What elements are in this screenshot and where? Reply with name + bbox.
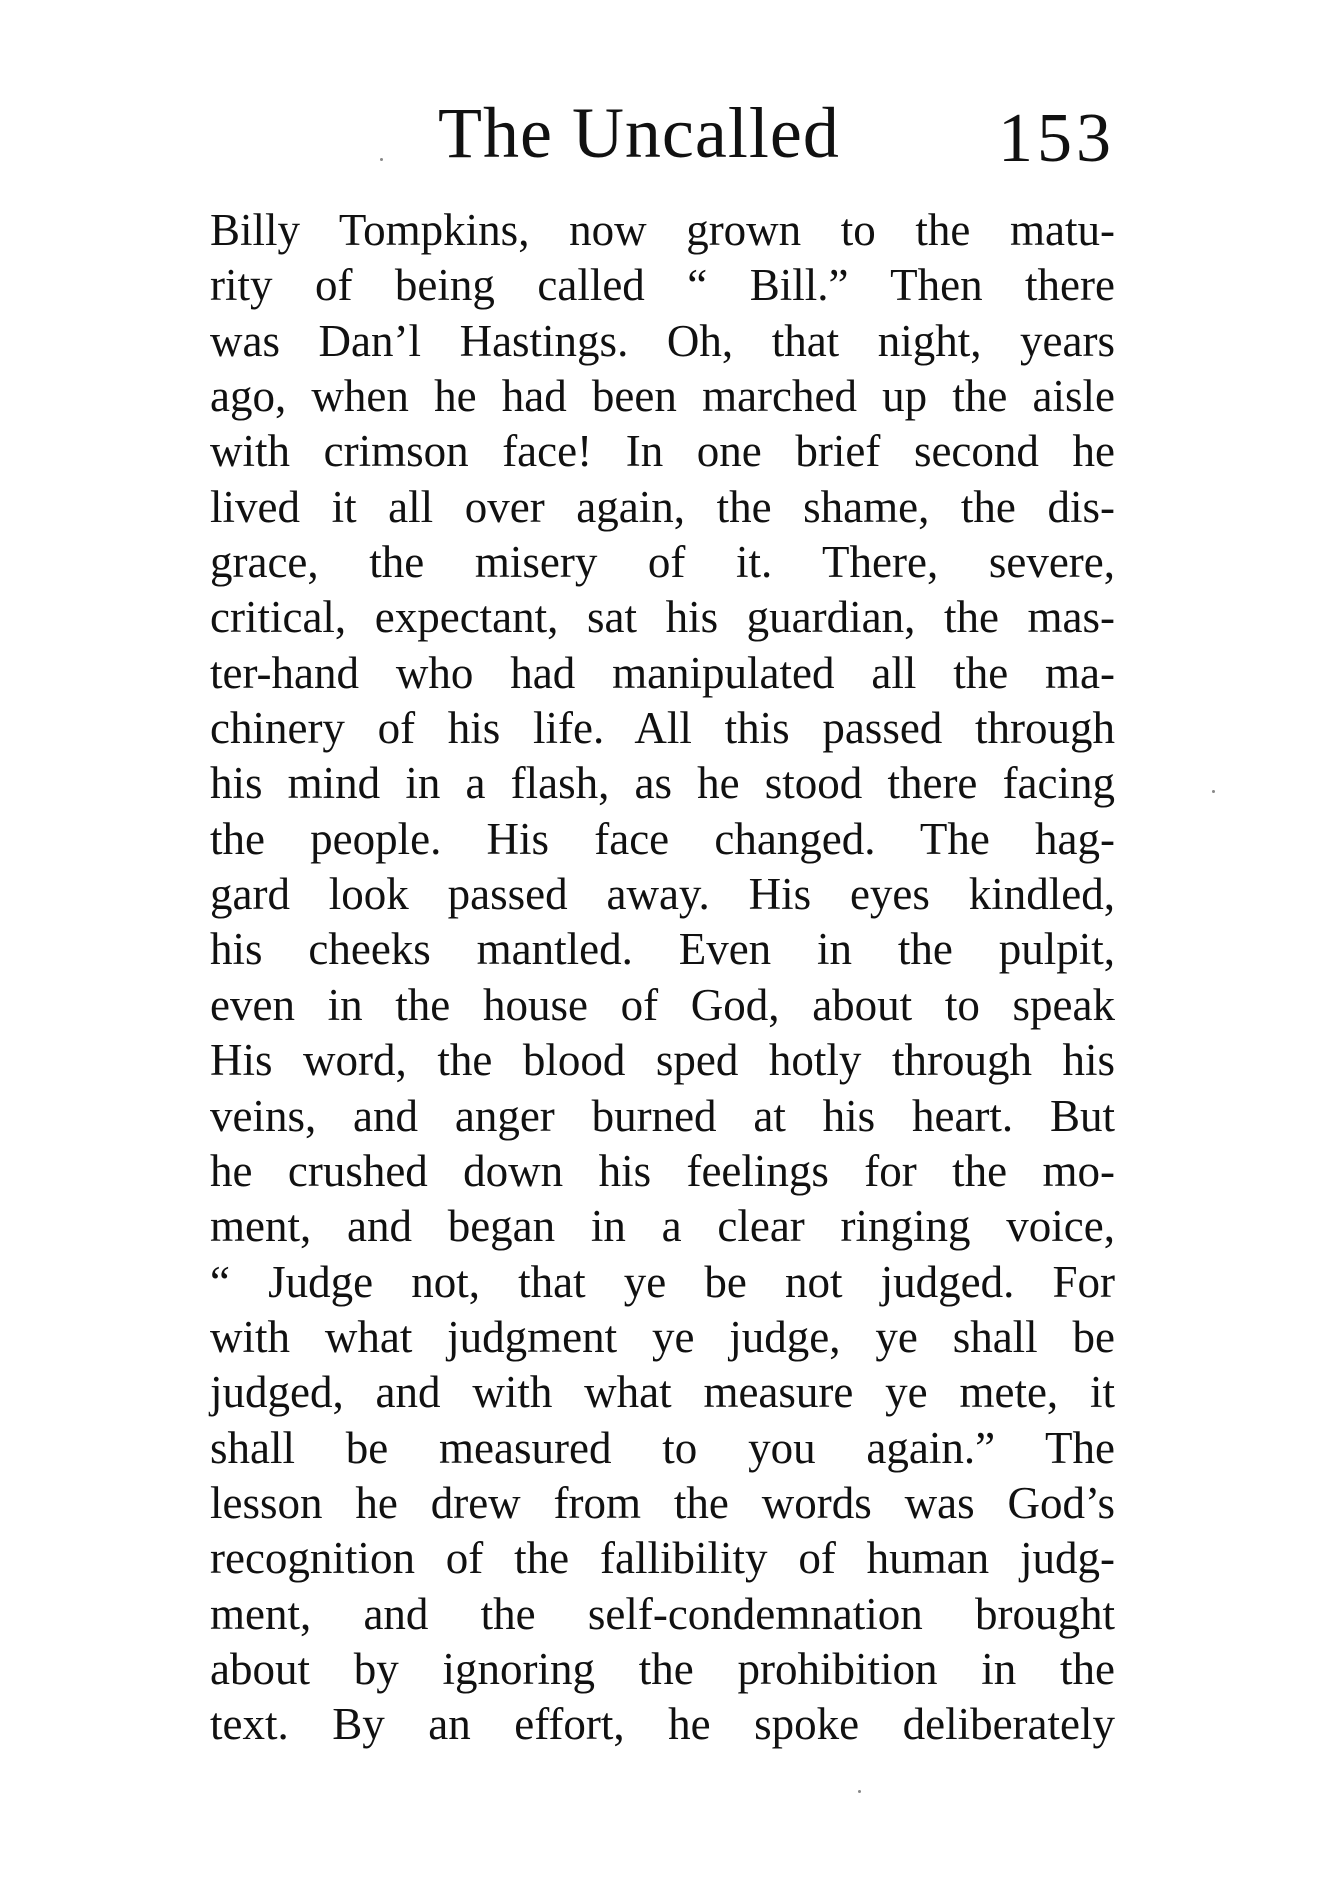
text-line: veins, and anger burned at his heart. But [210, 1090, 1115, 1141]
text-line: his mind in a flash, as he stood there facing [210, 758, 1115, 809]
running-title: The Uncalled [438, 93, 840, 173]
text-line: his cheeks mantled. Even in the pulpit, [210, 924, 1115, 975]
text-line: judged, and with what measure ye mete, it [210, 1367, 1115, 1418]
scan-speck [1212, 790, 1215, 793]
text-line: lived it all over again, the shame, the dis- [210, 481, 1115, 532]
text-line: His word, the blood sped hotly through his [210, 1035, 1115, 1086]
text-line: Billy Tompkins, now grown to the matu- [210, 205, 1115, 255]
text-line: was Dan’l Hastings. Oh, that night, years [210, 315, 1115, 366]
text-line: with what judgment ye judge, ye shall be [210, 1311, 1115, 1362]
text-line: “ Judge not, that ye be not judged. For [210, 1256, 1115, 1307]
scan-speck [858, 1790, 861, 1793]
text-line: chinery of his life. All this passed through [210, 703, 1115, 754]
text-line: rity of being called “ Bill.” Then there [210, 260, 1115, 311]
text-line: about by ignoring the prohibition in the [210, 1643, 1115, 1694]
text-line: ment, and began in a clear ringing voice, [210, 1201, 1115, 1252]
text-line: ter-hand who had manipulated all the ma- [210, 647, 1115, 698]
text-line: ment, and the self-condemnation brought [210, 1588, 1115, 1639]
text-line: with crimson face! In one brief second he [210, 426, 1115, 477]
text-line: he crushed down his feelings for the mo- [210, 1145, 1115, 1196]
scan-speck [380, 158, 383, 161]
text-line: the people. His face changed. The hag- [210, 813, 1115, 864]
text-line: gard look passed away. His eyes kindled, [210, 869, 1115, 920]
text-line: lesson he drew from the words was God’s [210, 1477, 1115, 1528]
text-line: text. By an effort, he spoke deliberately [210, 1699, 1115, 1750]
text-line: shall be measured to you again.” The [210, 1422, 1115, 1473]
running-head [210, 88, 1115, 178]
page-number: 153 [998, 100, 1115, 177]
text-line: grace, the misery of it. There, severe, [210, 537, 1115, 588]
text-line: ago, when he had been marched up the aisle [210, 371, 1115, 422]
text-line: even in the house of God, about to speak [210, 979, 1115, 1030]
text-line: critical, expectant, sat his guardian, the mas- [210, 592, 1115, 643]
body-text [210, 203, 1115, 1753]
text-line: recognition of the fallibility of human judg- [210, 1533, 1115, 1584]
